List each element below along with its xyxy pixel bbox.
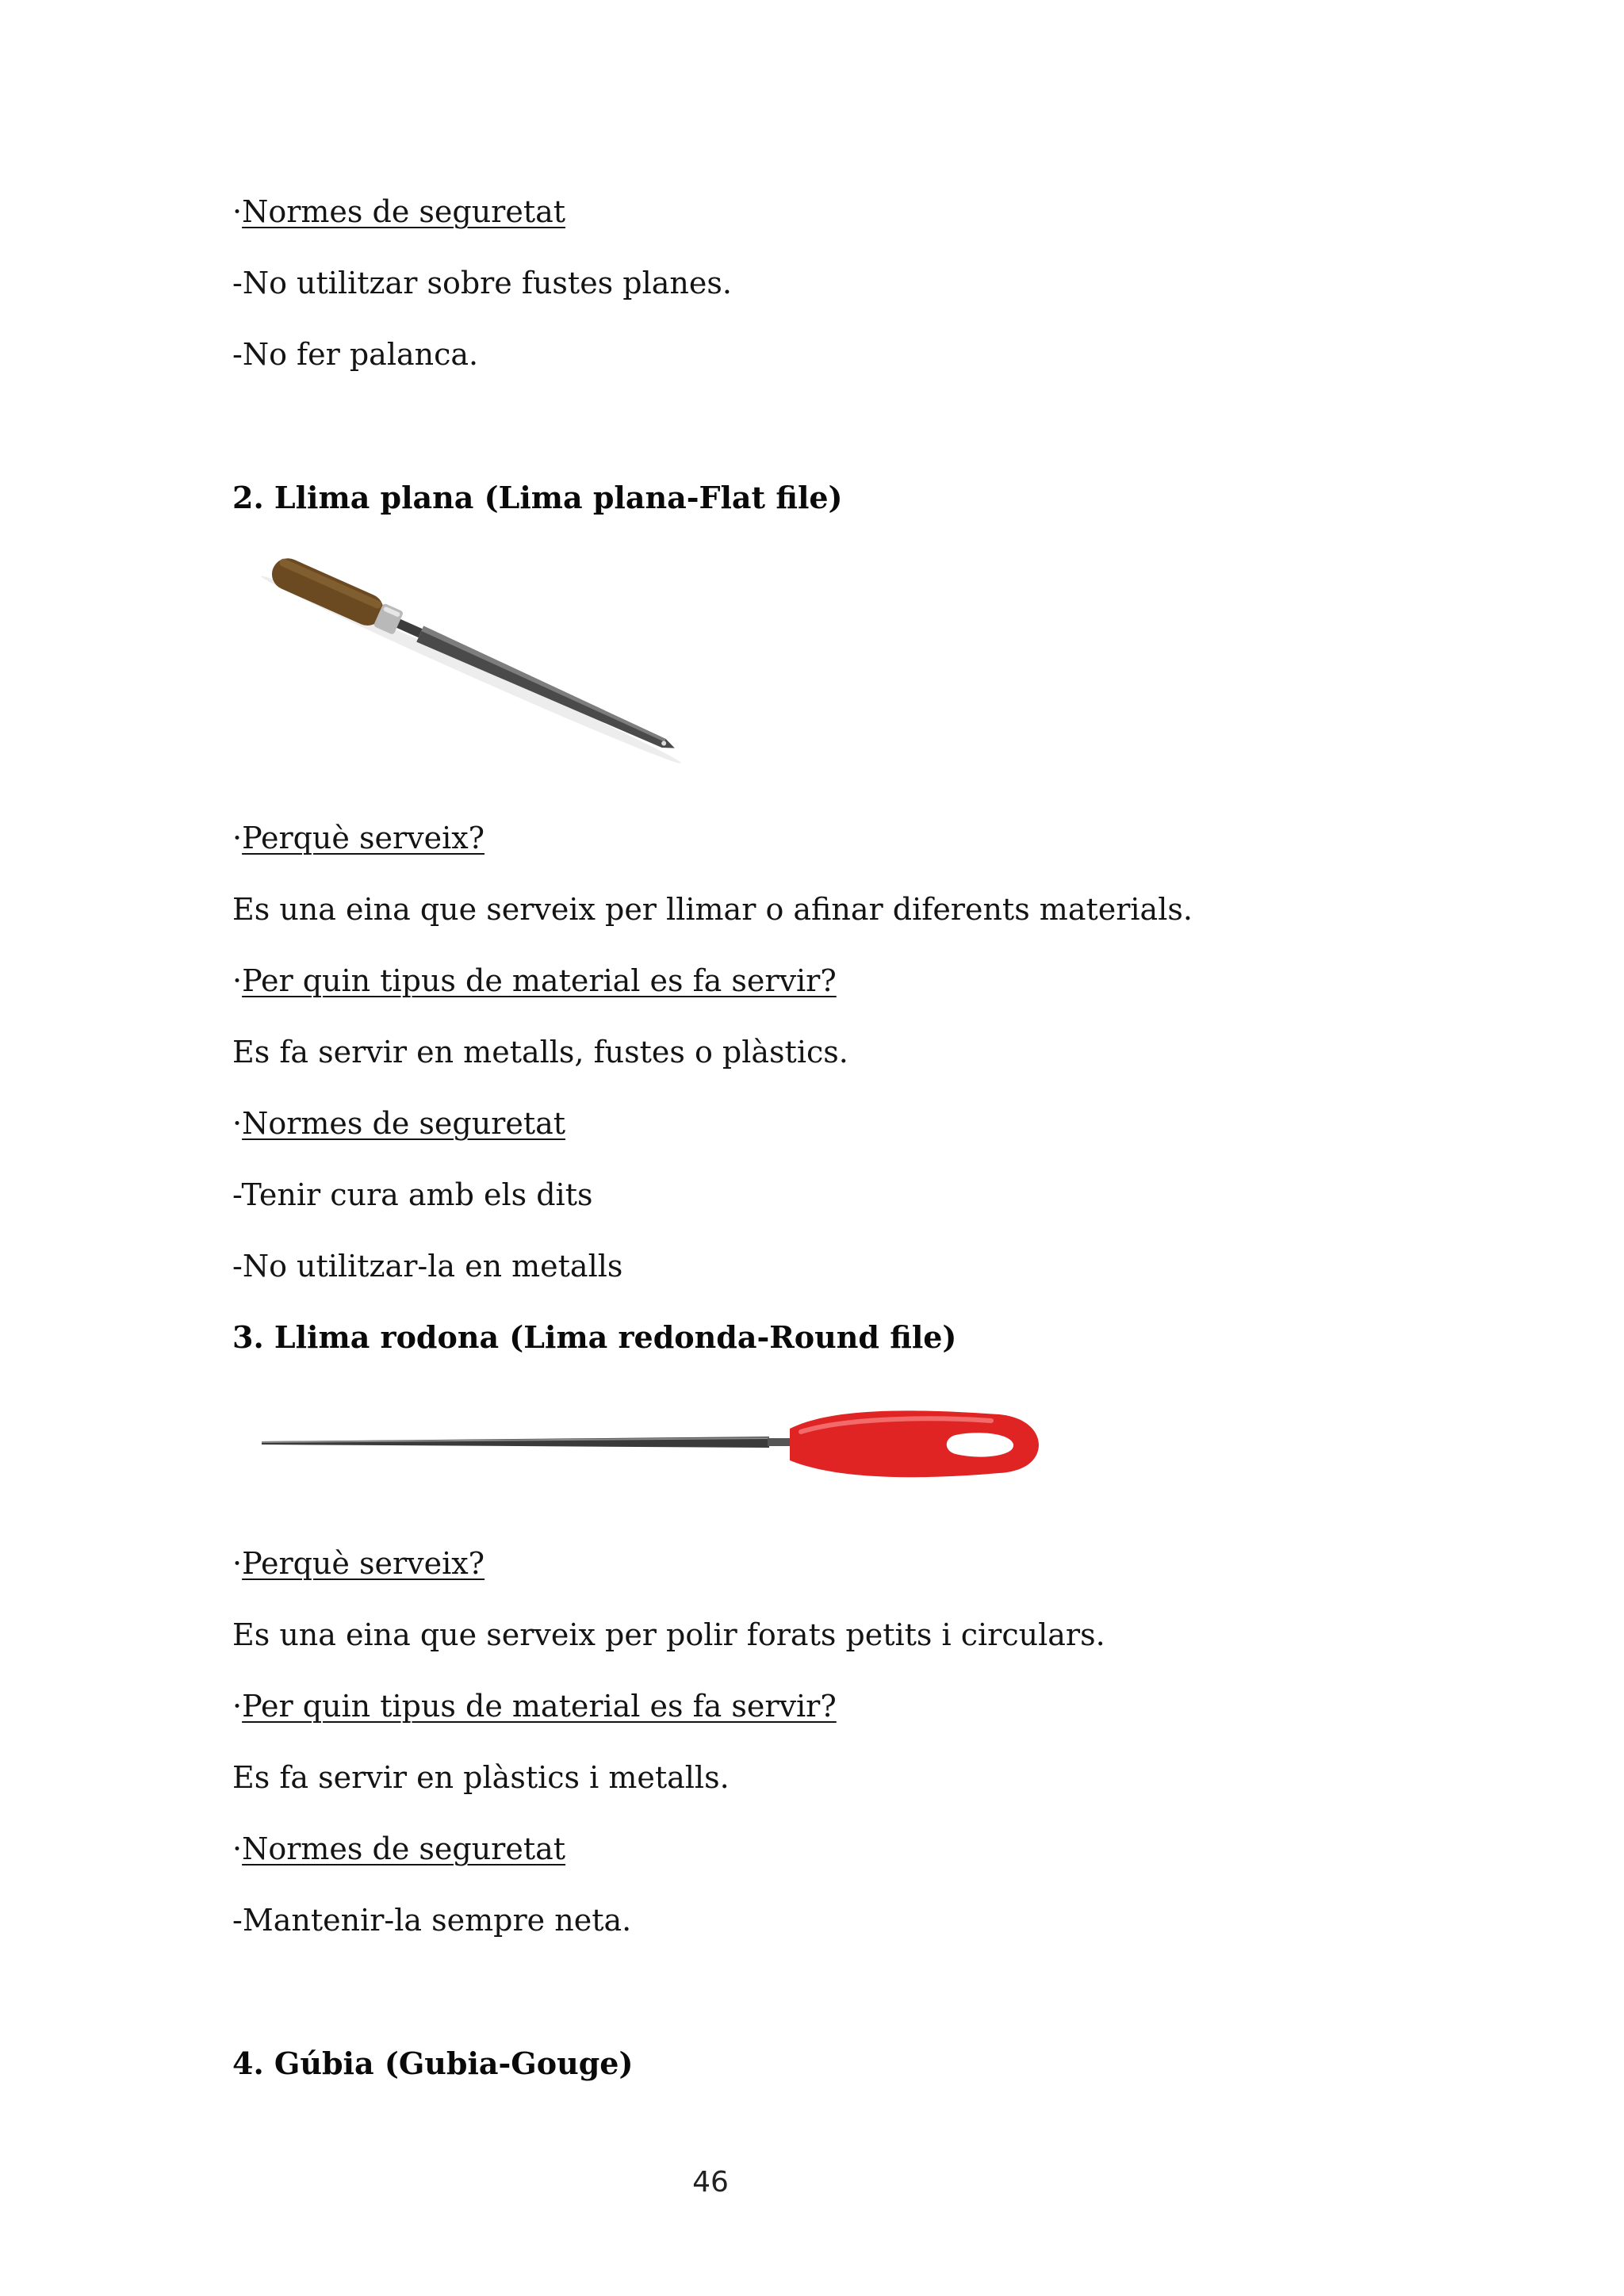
round-file-image	[238, 1395, 1078, 1498]
safety-rule: -No utilitzar-la en metalls	[232, 1249, 623, 1284]
material-text: Es fa servir en plàstics i metalls.	[232, 1760, 730, 1795]
material-header-line	[232, 962, 837, 1000]
safety-rule: -No fer palanca.	[232, 337, 479, 372]
safety-header-line	[232, 193, 565, 231]
purpose-text: Es una eina que serveix per polir forats petits i circulars.	[232, 1617, 1105, 1652]
flat-file-image	[235, 551, 710, 781]
safety-header-line	[232, 1104, 565, 1142]
bullet: ·	[232, 821, 243, 855]
bullet: ·	[232, 1546, 243, 1581]
material-header: Per quin tipus de material es fa servir?	[242, 963, 837, 998]
section-title-gouge: 4. Gúbia (Gubia-Gouge)	[232, 2045, 634, 2081]
purpose-header: Perquè serveix?	[242, 821, 485, 855]
purpose-text: Es una eina que serveix per llimar o afinar diferents materials.	[232, 892, 1193, 927]
bullet: ·	[232, 1831, 243, 1866]
purpose-header-line	[232, 1544, 485, 1582]
safety-header-line	[232, 1830, 565, 1868]
section-title-round-file: 3. Llima rodona (Lima redonda-Round file)	[232, 1319, 957, 1355]
bullet: ·	[232, 963, 243, 998]
safety-rule: -Tenir cura amb els dits	[232, 1177, 593, 1212]
purpose-header: Perquè serveix?	[242, 1546, 485, 1581]
safety-header: Normes de seguretat	[242, 1106, 566, 1141]
material-text: Es fa servir en metalls, fustes o plàstics.	[232, 1035, 848, 1070]
bullet: ·	[232, 1106, 243, 1141]
safety-rule: -No utilitzar sobre fustes planes.	[232, 266, 732, 300]
safety-header: Normes de seguretat	[242, 1831, 566, 1866]
bullet: ·	[232, 194, 243, 229]
purpose-header-line	[232, 819, 485, 857]
section-title-flat-file: 2. Llima plana (Lima plana-Flat file)	[232, 480, 843, 515]
material-header-line	[232, 1687, 837, 1725]
bullet: ·	[232, 1689, 243, 1724]
page-number: 46	[692, 2166, 729, 2198]
material-header: Per quin tipus de material es fa servir?	[242, 1689, 837, 1724]
safety-header: Normes de seguretat	[242, 194, 566, 229]
safety-rule: -Mantenir-la sempre neta.	[232, 1903, 632, 1938]
